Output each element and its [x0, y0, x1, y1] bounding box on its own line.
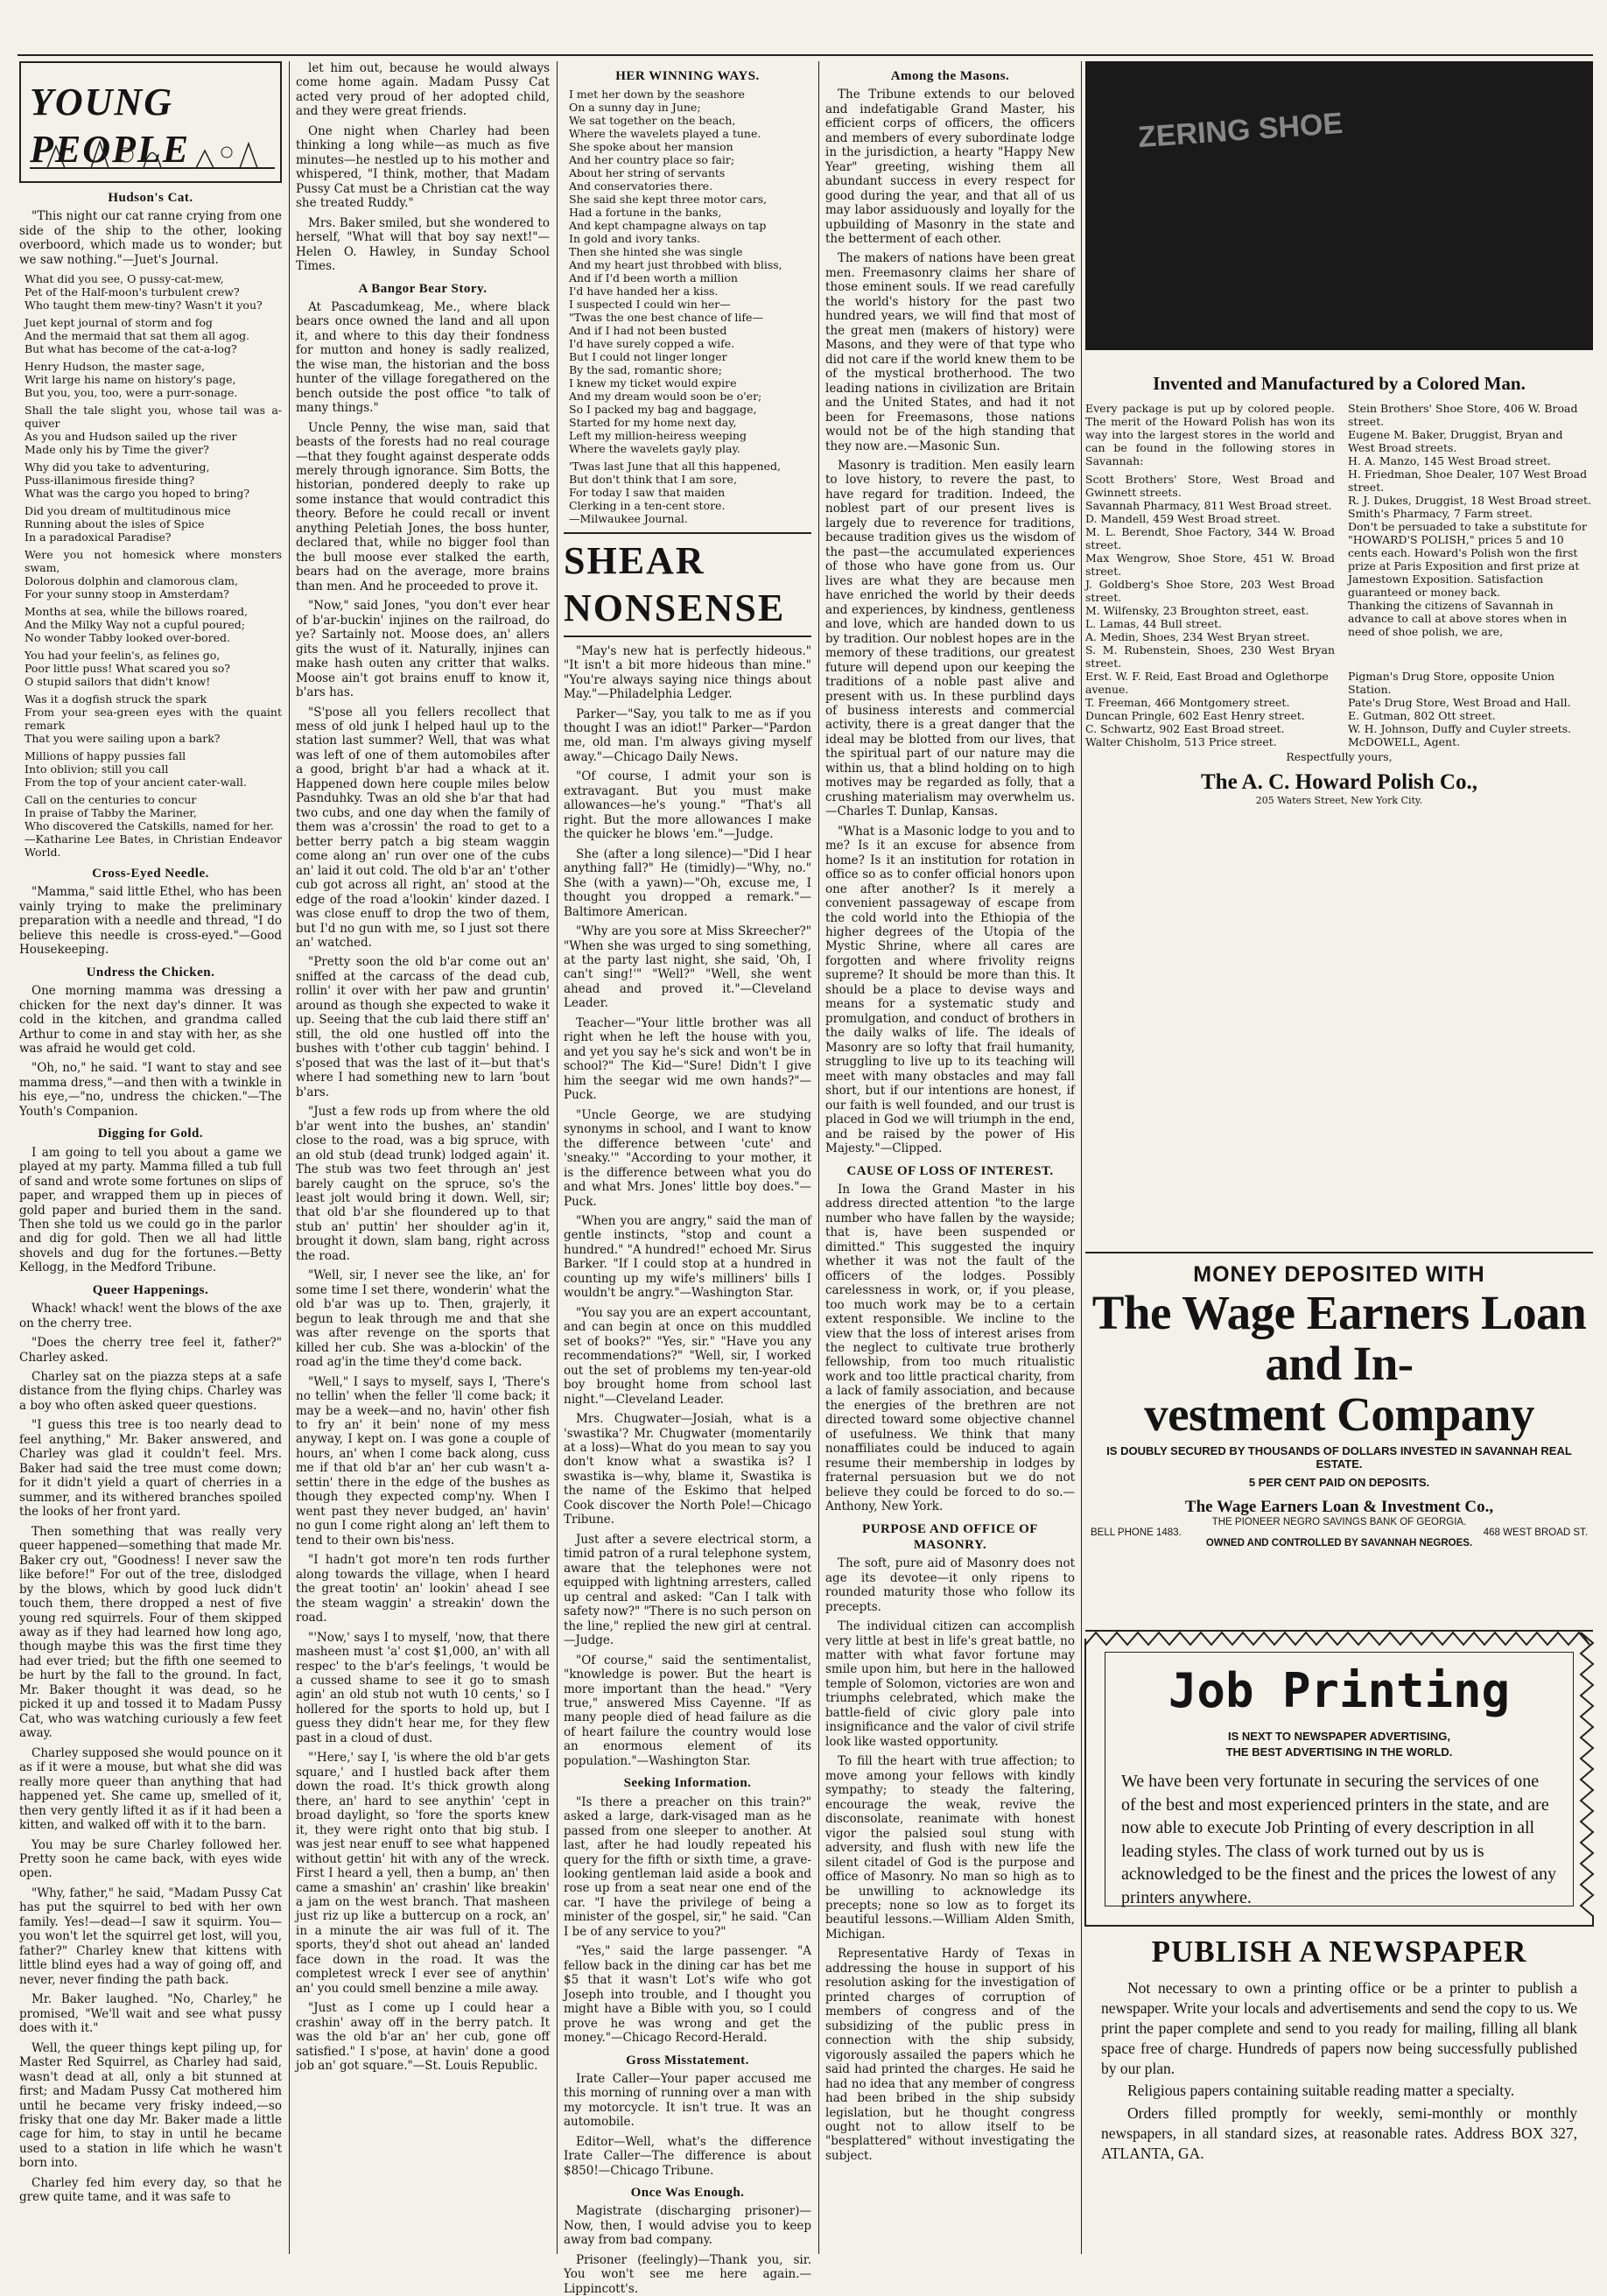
poem-line: And my heart just throbbed with bliss,: [569, 258, 782, 272]
poem-line: Made only his by Time the giver?: [25, 443, 209, 457]
poem-line: Writ large his name on history's page,: [25, 373, 236, 387]
article-paragraph: "This night our cat ranne crying from one side of the ship to the other, looking overboord, which made us to wonder; but we saw nothing."—Juet's Journal.: [19, 209, 282, 267]
howard-intro: Every package is put up by colored people. The merit of the Howard Polish has won its way into the largest stores in the world and can be found in the following stores in Savannah:: [1085, 402, 1335, 467]
article-paragraph: "Just a few rods up from where the old b'ar went into the bushes, an' standin' close to the road, was a big spruce, with an old stub (dead trunk) lodged again' it. The stub was two feet through an' jest barely caught on the spruce, so's the least jolt would bring it down. Well, sir; that old b'ar she floundered up to that stub an' puttin' her shoulder ag'in it, brought it down, slam bang, right across the road.: [296, 1105, 550, 1263]
poem-line: Who taught them mew-tiny? Wasn't it you?: [25, 298, 263, 312]
article-paragraph: "I hadn't got more'n ten rods further along towards the village, when I heard the great tootin' an' lookin' ahead I see the steam waggin' a streakin' down the road.: [296, 1553, 550, 1625]
howard-right-stores: [1348, 402, 1593, 638]
column-3-articles: [564, 644, 811, 2296]
store-entry: A. Medin, Shoes, 234 West Bryan street.: [1085, 630, 1310, 643]
article-paragraph: Magistrate (discharging prisoner)—Now, then, I would advise you to keep away from bad company.: [564, 2204, 811, 2248]
poem-line: And if I'd been worth a million: [569, 271, 738, 285]
poem-line: Where the wavelets played a tune.: [569, 127, 761, 141]
poem-line: In a paradoxical Paradise?: [25, 530, 172, 544]
column-rule: [557, 61, 558, 2254]
poem-line: For your sunny stoop in Amsterdam?: [25, 587, 229, 601]
publish-p1: Not necessary to own a printing office or be a printer to publish a newspaper. Write your locals and advertisements and send the copy to us. We print the paper complete and send to you ready for mailing, filling all blank space free of charge. Hundreds of papers now being successfully published by our plan.: [1101, 1979, 1577, 2078]
article-paragraph: Parker—"Say, you talk to me as if you thought I was an idiot!" Parker—"Pardon me, old man. I'm always giving myself away."—Chicago Daily News.: [564, 706, 811, 764]
wage-ad-line1: MONEY DEPOSITED WITH: [1193, 1262, 1485, 1287]
article-paragraph: At Pascadumkeag, Me., where black bears once owned the land and all upon it, and where to this day their fondness for mutton and honey is sadly realized, the wise man, the historian and the boss hunter of the village foregathered on the bench outside the post office "to talk of many things.": [296, 299, 550, 416]
article-paragraph: Then something that was really very queer happened—something that made Mr. Baker cry out, "Goodness! I never saw the like before!" For out of the tree, dislodged by the blows, which by good luck didn't touch them, there dropped a nest of five young red squirrels. Four of them skipped away as if they had learned how long ago, though maybe this was the first time they had ever tried; but the fifth one seemed to be hurt by the fall to the ground. In fact, Mr. Baker thought it was dead, so he picked it up and tossed it to Madam Pussy Cat, who was watching curiously a few feet away.: [19, 1524, 282, 1741]
article-paragraph: "Just as I come up I could hear a crashin' away off in the berry patch. It was the old b'ar an' her cub, gone off satisfied." I s'pose, at havin' done a good job an' got square."—St. Louis Republic.: [296, 2001, 550, 2074]
poem-line: Why did you take to adventuring,: [25, 460, 210, 474]
article-paragraph: Masonry is tradition. Men easily learn to love history, to revere the past, to have regard for tradition. Indeed, the noblest part of our present lives is largely due to reverence for traditions, because tradition gives us the wisdom of the past—the accumulated experiences of those who have gone from us. Our lives are what they are because men have enriched the world by their deeds and experiences, by kindness, gentleness and love, which are handed down to us by tradition. Our noblest hopes are in the memory of these traditions, our greatest future will depend upon our keeping the traditions of a noble past alive and present with us. In these purblind days of business interests and commercial activity, there is a great danger that the ideal may be blotted from our lives, that the spiritual part of our nature may die within us, that a blind holding on to high motives may be regarded as folly, that a crushing materialism may overwhelm us.—Charles T. Dunlap, Kansas.: [825, 459, 1075, 819]
store-entry: H. Friedman, Shoe Dealer, 107 West Broad street.: [1348, 467, 1588, 494]
poem-line: By the sad, romantic shore;: [569, 363, 722, 377]
article-heading: Undress the Chicken.: [86, 965, 215, 979]
article-paragraph: "Well, sir, I never see the like, an' for some time I set there, wonderin' what the old b'ar was up to. Then, grajerly, it begun to leak through me and that she was after revenge on the sports that killed her cub. She was a-blockin' of the road ag'in the time they'd come back.: [296, 1268, 550, 1370]
store-entry: Duncan Pringle, 602 East Henry street.: [1085, 709, 1305, 722]
column-2: [296, 61, 550, 2254]
store-entry: Scott Brothers' Store, West Broad and Gwinnett streets.: [1085, 473, 1335, 499]
poem-line: So I packed my bag and baggage,: [569, 403, 757, 417]
poem-line: Puss-illanimous fireside thing?: [25, 474, 195, 488]
article-paragraph: In Iowa the Grand Master in his address directed attention "to the large number who have fallen by the wayside; that is, have been suspended or dimitted." This suggested the inquiry whether it was not the fault of the officers of the lodges. Possibly carelessness in work, or, if you please, too much work may be to a certain extent responsible. We incline to the view that the loss of interest arises from the neglect to cultivate true brotherly fellowship, from too much ritualistic work and too little practical charity, from a lack of family association, and because the energies of the brethren are not directed toward some objective channel of usefulness. We think that many nonaffiliates could be induced to again resume their membership in lodges by fraternal persuasion but we do not believe they could be forced to do so.—Anthony, New York.: [825, 1182, 1075, 1514]
column-1: [19, 61, 282, 2254]
howard-polish-ad: [1085, 350, 1593, 806]
photo-caption: ZERING SHOE: [1136, 106, 1344, 155]
article-paragraph: "S'pose all you fellers recollect that mess of old junk I helped haul up to the station last summer? Well, that was what was left of one of them automobiles after a good, bright b'ar had a whack at it. Happened down here couple miles below Pasnduhky. Twas an old she b'ar that had two cubs, and one day when the family of them was a'crossin' the road to get to a better berry patch a big steam waggin come along an' run over one of the cubs an' laid it out cold. The old b'ar an' t'other cub got across all right, an' stood at the edge of the road a'lookin' kinder dazed. I was close enuff to drop the two of them, but I'd no gun with me, so I just sot there an' watched.: [296, 705, 550, 951]
article-paragraph: Irate Caller—Your paper accused me this morning of running over a man with my motorcycle. It isn't true. It was an automobile.: [564, 2071, 811, 2130]
poem-line: Pet of the Half-moon's turbulent crew?: [25, 285, 240, 299]
poem-line: But I could not linger longer: [569, 350, 727, 364]
poem-line: O stupid sailors that didn't know!: [25, 675, 211, 689]
article-paragraph: "Of course, I admit your son is extravagant. But you must make allowances—he's young." "That's all right. But the more allowances I make the quicker he blows 'em."—Judge.: [564, 769, 811, 842]
poem-line: Months at sea, while the billows roared,: [25, 605, 248, 619]
store-entry: L. Lamas, 44 Bull street.: [1085, 617, 1222, 630]
article-paragraph: "Why are you sore at Miss Skreecher?" "When she was urged to sing something, at the party last night, she said, 'Oh, I can't sing!'" "Well?" "Well, she went ahead and proved it."—Cleveland Leader.: [564, 924, 811, 1011]
article-paragraph: Prisoner (feelingly)—Thank you, sir. You won't see me here again.—Lippincott's.: [564, 2252, 811, 2296]
publish-title: PUBLISH A NEWSPAPER: [1151, 1934, 1527, 1969]
publish-p3: Orders filled promptly for weekly, semi-monthly or monthly newspapers, in all standard sizes, at reasonable rates. Address BOX 327, ATLANTA, GA.: [1101, 2103, 1577, 2162]
store-entry: H. A. Manzo, 145 West Broad street.: [1348, 454, 1551, 467]
shear-nonsense-heading: [564, 532, 811, 636]
article-paragraph: "Uncle George, we are studying synonyms in school, and I want to know the difference between 'cute' and 'sneaky.'" "According to your mother, it is the difference between what you do and what Mrs. Jones' little boy does."—Puck.: [564, 1107, 811, 1209]
poem-line: Juet kept journal of storm and fog: [25, 316, 213, 330]
article-paragraph: "Does the cherry tree feel it, father?" Charley asked.: [19, 1336, 282, 1365]
article-heading: Digging for Gold.: [97, 1127, 204, 1141]
wage-ad-name2: vestment Company: [1144, 1387, 1534, 1441]
article-paragraph: "Why, father," he said, "Madam Pussy Cat has put the squirrel to bed with her own family. Yes!—dead—I saw it squirm. You—you won't let the squirrel get lost, will you, father?" Charley knew that kittens with little blind eyes had a way of going off, and never, never finding the path back.: [19, 1885, 282, 1987]
article-paragraph: "Well," I says to myself, says I, 'There's no tellin' when the feller 'll come back; it may be a week—and no, havin' other fish to fry an' it bein' none of my mess anyway, I kept on. I was gone a couple of hours, an' when I come back along, cuss me if that old b'ar an' her cub wasn't a-settin' there in the edge of the bushes as though they expected comp'ny. When I went past they never budged, an' havin' no gun I come right along an' left them to tend to their own bis'ness.: [296, 1374, 550, 1548]
store-entry: T. Freeman, 466 Montgomery street.: [1085, 696, 1290, 709]
article-paragraph: Charley sat on the piazza steps at a safe distance from the flying chips. Charley was a boy who often asked queer questions.: [19, 1370, 282, 1413]
poem-line: What was the cargo you hoped to bring?: [25, 487, 250, 501]
article-paragraph: One morning mamma was dressing a chicken for the next day's dinner. It was cold in the kitchen, and grandma called Arthur to come in and stay with her, as she was afraid he would get cold.: [19, 984, 282, 1056]
poem-line: I'd have surely copped a wife.: [569, 337, 735, 351]
store-entry: M. L. Berendt, Shoe Factory, 344 W. Broad street.: [1085, 525, 1335, 551]
article-heading: PURPOSE AND OFFICE OF MASONRY.: [862, 1521, 1038, 1552]
article-paragraph: "'Now,' says I to myself, 'now, that there masheen must 'a' cost $1,000, an' with all respec' to the b'ar's feelings, 't would be a cussed shame to see it go to smash agin' an old stub not wuth 10 cents,' so I hollered for the sports to hold up, but I guess they didn't hear me, for they flew past in a cloud of dust.: [296, 1630, 550, 1745]
poem-line: And the mermaid that sat them all agog.: [25, 329, 250, 343]
poem-line: Left my million-heiress weeping: [569, 429, 747, 443]
article-paragraph: "Now," said Jones, "you don't ever hear of b'ar-buckin' injines on the railroad, do ye? Sartainly not. Moose does, an' allers gits the wust of it. Naturally, injines can make hash outen any critter that walks. Moose ain't got brains enuff to know it, b'ars has.: [296, 599, 550, 700]
article-paragraph: "Oh, no," he said. "I want to stay and see mamma dress,"—and then with a twinkle in his eye,—"no, undress the chicken."—The Youth's Companion.: [19, 1061, 282, 1119]
article-paragraph: I am going to tell you about a game we played at my party. Mamma filled a tub full of sand and wrote some fortunes on slips of paper, and wrapped them up in pieces of gold paper and buried them in the sand. Then she told us we could go in the parlor and dig for gold. Then we all had little shovels and dug for the fortunes.—Betty Kellogg, in the Medford Tribune.: [19, 1145, 282, 1275]
column-rule: [289, 61, 290, 2254]
column-4: [825, 61, 1075, 2254]
poem-line: Running about the isles of Spice: [25, 517, 205, 531]
poem-line: In praise of Tabby the Mariner,: [25, 806, 197, 820]
poem-line: Shall the tale slight you, whose tail was a-quiver: [25, 404, 282, 431]
poem-line: In gold and ivory tanks.: [569, 232, 701, 246]
article-paragraph: Uncle Penny, the wise man, said that beasts of the forests had no real courage—that they fought against desperate odds merely through ignorance. Sim Botts, the historian, pondered deeply to rake up some instance that would contradict this theory. Before he could recall or invent anything Peletiah Jones, the boss hunter, declared that, while no bigger fool than the bull moose ever stalked the earth, bears had on the average, more brains than men. And he proceeded to prove it.: [296, 420, 550, 593]
store-entry: W. H. Johnson, Duffy and Cuyler streets.: [1348, 722, 1572, 735]
wage-earners-ad: [1085, 1252, 1593, 1632]
store-entry: M. Wilfensky, 23 Broughton street, east.: [1085, 604, 1309, 617]
howard-left-stores: [1085, 402, 1335, 670]
poem-line: Into oblivion; still you call: [25, 762, 169, 776]
poem-line: You had your feelin's, as felines go,: [25, 649, 221, 663]
article-heading: Among the Masons.: [890, 69, 1010, 83]
poem-line: And the Milky Way not a cupful poured;: [25, 618, 246, 632]
store-entry: Don't be persuaded to take a substitute for "HOWARD'S POLISH," prices 5 and 10 cents each. Howard's Polish won the first prize at Paris Exposition and first prize at Jamestown Exposition. Satisfaction guaranteed or money back.: [1348, 520, 1587, 599]
poem-line: And conservatories there.: [569, 179, 713, 193]
article-paragraph: Editor—Well, what's the difference Irate Caller—The difference is about $850!—Chicago Tribune.: [564, 2134, 811, 2178]
poem-line: —Milwaukee Journal.: [569, 512, 688, 526]
poem-line: But don't think that I am sore,: [569, 473, 737, 487]
column-rule: [818, 61, 819, 2254]
poem-line: We sat together on the beach,: [569, 114, 736, 128]
store-entry: Smith's Pharmacy, 7 Farm street.: [1348, 507, 1533, 520]
howard-ad-title: Invented and Manufactured by a Colored Man.: [1153, 373, 1526, 394]
poem-line: 'Twas last June that all this happened,: [569, 460, 781, 474]
store-entry: E. Gutman, 802 Ott street.: [1348, 709, 1496, 722]
top-rule: [18, 54, 1593, 56]
poem-line: I knew my ticket would expire: [569, 376, 737, 390]
article-paragraph: Charley supposed she would pounce on it as if it were a mouse, but what she did was really more queer than anything that had happened yet. She came up, smelled of it, then very gently lifted it as if it had been a kitten, and walked off with it to the barn.: [19, 1745, 282, 1833]
article-heading: Once Was Enough.: [630, 2186, 745, 2201]
poem-line: Were you not homesick where monsters swam,: [25, 548, 282, 575]
publish-p2: Religious papers containing suitable reading matter a specialty.: [1127, 2082, 1515, 2100]
job-printing-body: We have been very fortunate in securing the services of one of the best and most experienced printers in the state, and are now able to execute Job Printing of every description in all leading styles. The class of work turned out by us is acknowledged to be the finest and the prices the lowest of any printers anywhere.: [1121, 1772, 1557, 1908]
column-3: [564, 61, 811, 2296]
article-poem: [25, 272, 282, 859]
article-paragraph: "Is there a preacher on this train?" asked a large, dark-visaged man as he passed from one sleeper to another. At last, after he had loudly repeated his query for the fifth or sixth time, a grave-looking gentleman laid aside a book and rose up from a seat near one end of the car. "I have the privilege of being a minister of the gospel, sir," he said. "Can I be of any service to you?": [564, 1794, 811, 1939]
poem-line: Started for my home next day,: [569, 416, 737, 430]
poem-her-winning-ways: [569, 88, 811, 525]
store-entry: Stein Brothers' Shoe Store, 406 W. Broad street.: [1348, 402, 1578, 428]
store-entry: Max Wengrow, Shoe Store, 451 W. Broad street.: [1085, 551, 1335, 578]
poem-line: But you, you, too, were a purr-sonage.: [25, 386, 238, 400]
article-paragraph: "When you are angry," said the man of gentle instincts, "stop and count a hundred." "A hundred!" echoed Mr. Sirus Barker. "If I could stop at a hundred in counting up my wife's milliners' bills I wouldn't be angry."—Washington Star.: [564, 1213, 811, 1301]
poem-line: "Twas the one best chance of life—: [569, 311, 763, 325]
wage-ad-line3: 5 PER CENT PAID ON DEPOSITS.: [1248, 1476, 1430, 1490]
wage-ad-line2: IS DOUBLY SECURED BY THOUSANDS OF DOLLARS INVESTED IN SAVANNAH REAL ESTATE.: [1106, 1444, 1572, 1471]
poem-line: Call on the centuries to concur: [25, 793, 197, 807]
job-printing-tag2: THE BEST ADVERTISING IN THE WORLD.: [1225, 1745, 1453, 1759]
article-heading: A Bangor Bear Story.: [358, 281, 488, 296]
store-entry: D. Mandell, 459 West Broad street.: [1085, 512, 1281, 525]
howard-address: 205 Waters Street, New York City.: [1255, 795, 1423, 806]
poem-line: About her string of servants: [569, 166, 726, 180]
article-paragraph: The individual citizen can accomplish very little at best in life's great battle, no matter with what favor fortune may smile upon him, but here in the hallowed temple of Solomon, victories are won and triumphs celebrated, which make the battle-field of civic glory pale into insignificance and the valor of civil strife look like wasted opportunity.: [825, 1619, 1075, 1749]
article-heading: Seeking Information.: [623, 1776, 752, 1791]
article-paragraph: "You say you are an expert accountant, and can begin at once on this muddled set of books?" "Yes, sir." "Have you any recommendations?" "Well, sir, I worked out the set of problems my ten-year-old boy brought home from school last night."—Cleveland Leader.: [564, 1305, 811, 1407]
wage-ad-address: 468 WEST BROAD ST.: [1483, 1527, 1588, 1539]
article-paragraph: Just after a severe electrical storm, a timid patron of a rural telephone system, aware that the telephones were not equipped with lightning arresters, called up central and asked: "Can I talk with safety now?" "There is no such person on the line," replied the new girl at central.—Judge.: [564, 1532, 811, 1648]
poem-line: —Katharine Lee Bates, in Christian Endeavor World.: [25, 832, 282, 860]
poem-line: But what has become of the cat-a-log?: [25, 342, 237, 356]
poem-line: That you were sailing upon a bark?: [25, 732, 221, 746]
article-paragraph: The soft, pure aid of Masonry does not age its devotee—it only ripens to rounded maturity those who follow its precepts.: [825, 1556, 1075, 1614]
article-paragraph: You may be sure Charley followed her. Pretty soon he came back, with eyes wide open.: [19, 1837, 282, 1881]
job-printing-tag1: IS NEXT TO NEWSPAPER ADVERTISING,: [1227, 1730, 1450, 1743]
poem-line: And her country place so fair;: [569, 153, 735, 167]
article-paragraph: Representative Hardy of Texas in addressing the house in support of his resolution asking for the investigation of printed charges of corruption of members of congress and of the subsidizing of the public press in connection with the ship subsidy, vigorously assailed the papers which he said had printed the charges. He said he had no idea that any member of congress had been bribed in the ship subsidy legislation, but he thought congress ought not to allow itself to be "besplattered" without investigating the subject.: [825, 1947, 1075, 2163]
wage-ad-line5: OWNED AND CONTROLLED BY SAVANNAH NEGROES.: [1205, 1538, 1473, 1549]
article-paragraph: "Mamma," said little Ethel, who has been vainly trying to make the preliminary preparation with a needle and thread, "I do believe this needle is cross-eyed."—Good Housekeeping.: [19, 885, 282, 958]
publish-newspaper-ad: [1085, 1934, 1593, 2250]
store-entry: J. Goldberg's Shoe Store, 203 West Broad street.: [1085, 578, 1335, 604]
wage-ad-phone: BELL PHONE 1483.: [1091, 1527, 1182, 1539]
poem-line: Where the wavelets gayly play.: [569, 442, 740, 456]
article-paragraph: "Of course," said the sentimentalist, "knowledge is power. But the heart is more important than the head." "Very true," answered Miss Cayenne. "If as many people died of head failure as die of heart failure the country would lose an enormous element of its population."—Washington Star.: [564, 1653, 811, 1768]
store-entry: Pate's Drug Store, West Broad and Hall.: [1348, 696, 1571, 709]
store-entry: Erst. W. F. Reid, East Broad and Oglethorpe avenue.: [1085, 670, 1329, 696]
poem-line: She spoke about her mansion: [569, 140, 733, 154]
poem-line: Poor little puss! What scared you so?: [25, 662, 231, 676]
poem-line: And my dream would soon be o'er;: [569, 390, 762, 404]
poem-line: I met her down by the seashore: [569, 88, 745, 102]
wage-ad-name1: The Wage Earners Loan and In-: [1091, 1286, 1587, 1390]
store-entry: Walter Chisholm, 513 Price street.: [1085, 735, 1277, 748]
store-entry: S. M. Rubenstein, Shoes, 230 West Bryan street.: [1085, 643, 1335, 670]
article-paragraph: To fill the heart with true affection; to move among your fellows with kindly sympathy; to steady the faltering, encourage the weak, revive the disconsolate, reanimate with honest vigor the palsied soul stung with adversity, and flush with new life the silent citadel of God is the purpose and office of Masonry. No man so high as to be unwilling to acknowledge its precepts; none so low as to forget its beautiful lessons.—William Alden Smith, Michigan.: [825, 1754, 1075, 1941]
poem-line: For today I saw that maiden: [569, 486, 726, 500]
article-paragraph: "'Here,' say I, 'is where the old b'ar gets square,' and I hustled back after them down the road. It's thick growth along there, an' hard to see anythin' 'cept in broad daylight, so 'fore the sports knew it, they were right onto that big stub. I was jest near enuff to see what happened without gettin' hit with any of the wreck. First I heard a yell, then a bump, an' then came a smashin' an' crashin' like breakin' a jam on the west branch. That masheen just riz up like a buttercup on a rock, an' in a minute the air was full of it. The sports, they'd shot out ahead an' landed face down in the road. It was the completest wreck I ever see of anythin' an' you could smell benzine a mile away.: [296, 1751, 550, 1996]
howard-row-right: [1348, 670, 1593, 748]
poem-title: HER WINNING WAYS.: [615, 69, 760, 83]
article-heading: CAUSE OF LOSS OF INTEREST.: [846, 1163, 1054, 1178]
poem-line: From the top of your ancient cater-wall.: [25, 776, 247, 790]
wage-ad-contact: [1085, 1527, 1593, 1538]
column-rule: [1081, 61, 1082, 2254]
poem-line: Did you dream of multitudinous mice: [25, 504, 231, 518]
article-paragraph: Mrs. Baker smiled, but she wondered to herself, "What will that boy say next!"—Helen O. Hawley, in Sunday School Times.: [296, 215, 550, 274]
article-heading: Gross Misstatement.: [626, 2053, 749, 2068]
store-entry: C. Schwartz, 902 East Broad street.: [1085, 722, 1285, 735]
article-paragraph: She (after a long silence)—"Did I hear anything fall?" He (timidly)—"Why, no." She (with a yawn)—"Oh, excuse me, I thought you dropped a remark."—Baltimore American.: [564, 846, 811, 919]
poem-line: And kept champagne always on tap: [569, 219, 767, 233]
poem-line: I suspected I could win her—: [569, 298, 731, 312]
store-entry: Thanking the citizens of Savannah in advance to call at above stores when in need of shoe polish, we are,: [1348, 599, 1568, 638]
shear-word: SHEAR: [564, 539, 705, 583]
store-entry: Eugene M. Baker, Druggist, Bryan and West Broad streets.: [1348, 428, 1563, 454]
article-heading: Cross-Eyed Needle.: [92, 867, 209, 881]
store-entry: McDOWELL, Agent.: [1348, 735, 1461, 748]
shoe-store-photo: [1085, 61, 1593, 350]
howard-sign-off: Respectfully yours,: [1286, 750, 1393, 763]
article-heading: Hudson's Cat.: [108, 191, 193, 205]
wage-ad-company: The Wage Earners Loan & Investment Co.,: [1184, 1498, 1494, 1517]
masthead-illustration-icon: [30, 133, 275, 172]
article-paragraph: let him out, because he would always come home again. Madam Pussy Cat acted very proud of her adopted child, and they were great friends.: [296, 61, 550, 119]
job-printing-frame: [1105, 1652, 1574, 1906]
poem-line: As you and Hudson sailed up the river: [25, 430, 237, 444]
article-paragraph: Teacher—"Your little brother was all right when he left the house with you, and yet you say he's sick and won't be in school?" The Kid—"Sure! Didn't I give him the seegar wid me own hands?"—Puck.: [564, 1015, 811, 1103]
article-paragraph: "What is a Masonic lodge to you and to me? Is it an excuse for absence from home? Is it an institution for rotation in office so as to confer official honors upon one after another? Is it merely a convenient passageway of escape from the cold world into the Ethiopia of the higher degrees of the Utopia of the Mystic Shrine, where all cares are forgotten and where frivolity reigns supreme? It should be more than this. It should be a place to devise ways and means for a systematic study and promulgation, and conduct of brothers in the daily walks of life. The ideals of Masonry are so lofty that frail humanity, struggling to live up to its teaching will meet with many obstacles and may fall short, but if our intentions are honest, if our faith is well founded, and our trust is placed in God we will triumph in the end, and be raised by the power of His Majesty."—Clipped.: [825, 824, 1075, 1156]
nonsense-word: NONSENSE: [564, 586, 786, 629]
article-paragraph: Mr. Baker laughed. "No, Charley," he promised, "We'll wait and see what pussy does with it.": [19, 1992, 282, 2036]
article-paragraph: Charley fed him every day, so that he grew quite tame, and it was safe to: [19, 2175, 282, 2205]
poem-line: What did you see, O pussy-cat-mew,: [25, 272, 224, 286]
article-heading: Queer Happenings.: [92, 1282, 209, 1297]
job-printing-ad: [1085, 1632, 1593, 1926]
poem-line: On a sunny day in June;: [569, 101, 701, 115]
howard-company-name: The A. C. Howard Polish Co.,: [1200, 770, 1477, 794]
wage-ad-line4: THE PIONEER NEGRO SAVINGS BANK OF GEORGIA.: [1211, 1517, 1467, 1528]
store-entry: Savannah Pharmacy, 811 West Broad street.: [1085, 499, 1332, 512]
poem-line: She said she kept three motor cars,: [569, 193, 768, 207]
poem-line: Was it a dogfish struck the spark: [25, 692, 207, 706]
article-paragraph: Mrs. Chugwater—Josiah, what is a 'swastika'? Mr. Chugwater (momentarily at a loss)—What do you mean to say you don't know what a swastika is? I swastika is—why, blame it, Swastika is the name of the Eskimo that helped Cook discover the North Pole!—Chicago Tribune.: [564, 1412, 811, 1527]
article-paragraph: Well, the queer things kept piling up, for Master Red Squirrel, as Charley had said, wasn't dead at all, only a bit stunned at first; and Madam Pussy Cat mothered him until he became very frisky indeed,—so frisky that one day Mr. Baker made a little cage for him, to stay in until he became used to a station in life which he wasn't born into.: [19, 2040, 282, 2171]
poem-line: Millions of happy pussies fall: [25, 749, 186, 763]
article-paragraph: "I guess this tree is too nearly dead to feel anything," Mr. Baker answered, and Charley was glad it couldn't feel. Mrs. Baker had said the tree must come down; for it didn't yield a quart of cherries in a summer, and its withered branches spoiled the looks of her front yard.: [19, 1418, 282, 1520]
young-people-masthead: [19, 61, 282, 183]
poem-line: From your sea-green eyes with the quaint remark: [25, 706, 282, 733]
poem-line: No wonder Tabby looked over-bored.: [25, 631, 230, 645]
store-entry: Pigman's Drug Store, opposite Union Station.: [1348, 670, 1555, 696]
article-paragraph: The Tribune extends to our beloved and indefatigable Grand Master, his efficient corps of officers, the officers and members of every subordinate lodge in the jurisdiction, a hearty "Happy New Year" greeting, wishing them all abundant success in every respect for good during the year, and that all of us may labor assiduously and loyally for the upbuilding of Masonry in the state and the betterment of each other.: [825, 88, 1075, 246]
poem-line: Who discovered the Catskills, named for her.: [25, 819, 274, 833]
howard-row-left: [1085, 670, 1335, 748]
poem-line: I'd have handed her a kiss.: [569, 284, 719, 298]
article-paragraph: "Yes," said the large passenger. "A fellow back in the dining car has bet me $5 that it wasn't Lot's wife who got Joseph into trouble, and I thought you might have a Bible with you, so I could prove he was wrong and get the money."—Chicago Record-Herald.: [564, 1944, 811, 2046]
masthead-title: YOUNG PEOPLE: [30, 81, 191, 171]
poem-line: Then she hinted she was single: [569, 245, 743, 259]
poem-line: Dolorous dolphin and clamorous clam,: [25, 574, 239, 588]
store-entry: R. J. Dukes, Druggist, 18 West Broad street.: [1348, 494, 1592, 507]
job-printing-title: Job Printing: [1168, 1663, 1511, 1718]
article-paragraph: One night when Charley had been thinking a long while—as much as five minutes—he nestled up to his mother and whispered, "I think, mother, that Madam Pussy Cat must be a Christian cat the way she treated Ruddy.": [296, 123, 550, 211]
poem-line: Had a fortune in the banks,: [569, 206, 722, 220]
article-paragraph: "Pretty soon the old b'ar come out an' sniffed at the carcass of the dead cub, rollin' it over with her paw and gruntin' around as though she expected to wake it up. Seeing that the cub laid there stiff an' still, the old one hustled off into the bushes with t'other cub taggin' behind. I s'posed that was the last of it—but that's where I had something new to larn 'bout b'ars.: [296, 955, 550, 1099]
article-paragraph: The makers of nations have been great men. Freemasonry claims her share of those eminent souls. If we read carefully the world's history for the past two hundred years, we will find that most of the great men (makers of history) were Masons, and they were of that type who did not care if the world knew them to be of the mystical brotherhood. The two leading nations in civilization are Britain and the United States, and had it not been for Freemasons, those nations would not be of the high standing that they now are.—Masonic Sun.: [825, 251, 1075, 453]
article-paragraph: Whack! whack! went the blows of the axe on the cherry tree.: [19, 1302, 282, 1331]
poem-line: Henry Hudson, the master sage,: [25, 360, 206, 374]
poem-line: And if I had not been busted: [569, 324, 727, 338]
poem-line: Clerking in a ten-cent store.: [569, 499, 726, 513]
article-paragraph: "May's new hat is perfectly hideous." "It isn't a bit more hideous than mine." "You're always saying nice things about May."—Philadelphia Ledger.: [564, 643, 811, 702]
publish-body: [1101, 1978, 1577, 2164]
